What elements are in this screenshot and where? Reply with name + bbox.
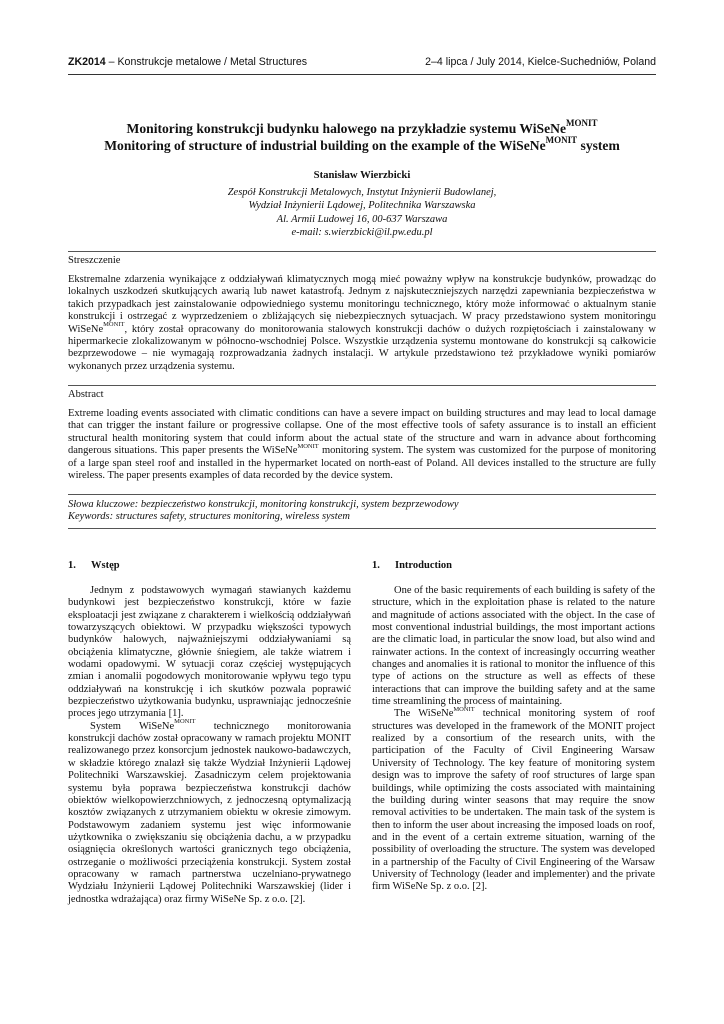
affiliation-line: Wydział Inżynierii Lądowej, Politechnika Warszawska (248, 200, 476, 212)
section-rule (68, 494, 656, 495)
column-english (372, 585, 655, 894)
streszczenie-superscript: MONIT (103, 321, 125, 329)
paragraph-part: System WiSeNe (90, 720, 175, 732)
paragraph: Jednym z podstawowych wymagań stawianych każdemu budynkowi jest bezpieczeństwo konstrukcji, które w fazie eksploatacji jest związane z charakterem i wielkością oddziaływań towarzyszących obiektowi. W przypadku większości typowych budynków halowych, najważniejszymi oddziaływaniami są obciążenia klimatyczne, głównie śniegiem, ale także wiatrem i wodami opadowymi. W sytuacji coraz częściej występujących zmian i anomalii pogodowych monitorowanie wpływu tego typu oddziaływań na konstrukcję i ich skutków pozwala poprawić bezpieczeństwo użytkowania budynku, usprawniając jednocześnie proces jego utrzymania [1]. (68, 585, 351, 720)
abstract-text-part: monitoring system. The system was customized for the purpose of monitoring of a large span steel roof and installed in the hypermarket located on north-east of Poland. All devices installed to the structure are fully wireless. The paper presents examples of data recorded by the device system. (68, 445, 656, 482)
streszczenie-text-part: , który został opracowany do monitorowania stalowych konstrukcji dachów o dużych rozpiętościach i zainstalowany w hipermarkecie zlokalizowanym w północno-wschodniej Polsce. Wszystkie urządzenia systemu montowane do konstrukcji są całkowicie bezprzewodowe – nie wymagają rozprowadzania żadnych instalacji. W artykule przedstawiono też przykładowe wyniki pomiarów wykonanych przez urządzenia systemu. (68, 323, 656, 372)
section-rule (68, 251, 656, 252)
header-conference-code: ZK2014 (68, 56, 106, 68)
title-english-suffix: system (577, 138, 620, 153)
keywords-english: Keywords: structures safety, structures monitoring, wireless system (68, 511, 350, 523)
header-conference-name: – Konstrukcje metalowe / Metal Structures (105, 56, 308, 68)
author-email: e-mail: s.wierzbicki@il.pw.edu.pl (291, 227, 433, 239)
section-rule (68, 528, 656, 529)
section-title: Wstęp (91, 560, 120, 571)
author-name: Stanisław Wierzbicki (313, 169, 411, 181)
paragraph-part: technicznego monitorowania konstrukcji dachów został opracowany w ramach projektu MONIT realizowanego przez konsorcjum jednostek naukowo-badawczych, w składzie którego znalazł się także Wydział Inżynierii Lądowej Politechniki Warszawskiej. Zasadniczym celem projektowania systemu była poprawa bezpieczeństwa konstrukcji dachów obiektów wielkopowierzchniowych, z jednoczesną optymalizacją kosztów związanych z utrzymaniem obiektu w okresie zimowym. Podstawowym zadaniem systemu jest więc informowanie użytkownika o zwiększaniu się obciążenia dachu, a w przypadku osiągnięcia określonych wartości granicznych tego obciążenia, ostrzeganie o możliwości przeciążenia konstrukcji. System został opracowany w ramach partnerstwa uczelniano-prywatnego Wydziału Inżynierii Lądowej Politechniki Warszawskiej (lider i jednostka wdrażająca) oraz firmy WiSeNe Sp. z o.o. [2]. (68, 720, 351, 905)
abstract-text-part: Extreme loading events associated with climatic conditions can have a severe impact on building structures and may lead to local damage that can trigger the instant failure or progressive collapse. One of the most effective tools of safety assurance is to install an efficient structural health monitoring system that could inform about the actual state of the structure and warn in advance about forthcoming dangerous situations. This paper presents the WiSeNe (68, 408, 656, 457)
title-english-superscript: MONIT (545, 135, 578, 146)
title-english (68, 137, 656, 154)
header-date-location: 2–4 lipca / July 2014, Kielce-Suchedniów, Poland (425, 56, 656, 68)
section-heading-wstep (68, 560, 120, 571)
header-left (68, 56, 307, 68)
streszczenie-text-part: Ekstremalne zdarzenia wynikające z oddziaływań klimatycznych mogą mieć poważny wpływ na konstrukcje budynków, prowadząc do lokalnych uszkodzeń skutkujących awarią lub nawet katastrofą. Jednym z najskuteczniejszych narzędzi zapewniania bezpieczeństwa w takich przypadkach jest zainstalowanie odpowiedniego systemu monitoringu technicznego, który może informować o aktualnym stanie konstrukcji i ostrzegać z wyprzedzeniem o zbliżających się niebezpiecznych sytuacjach. W pracy przedstawiono system monitoringu WiSeNe (68, 274, 656, 335)
section-number: 1. (68, 560, 76, 571)
streszczenie-label: Streszczenie (68, 255, 121, 266)
affiliation (68, 186, 656, 240)
section-number: 1. (372, 560, 380, 571)
paragraph-part: technical monitoring system of roof structures was developed in the framework of the MONIT project realized by a consortium of the research units, with the participation of the Faculty of Civil Engineering Warsaw University of Technology. The key feature of monitoring system design was to improve the safety of roof structures of large span buildings, while optimizing the costs associated with maintaining the building during winter seasons that may require the snow removal activities to be undertaken. The main task of the system is then to inform the user about increasing the imposed loads on roof, and in the event of a certain extreme situation, warning of the possibility of overloading the structure. The system was developed in a partnership of the Faculty of Civil Engineering of the Warsaw University of Technology (leader and implementer) and the private firm WiSeNe Sp. z o.o. [2]. (372, 708, 655, 893)
column-polish (68, 585, 351, 906)
paragraph (372, 705, 655, 893)
header-rule (68, 74, 656, 75)
section-rule (68, 385, 656, 386)
keywords (68, 499, 656, 524)
abstract-superscript: MONIT (297, 442, 319, 450)
paragraph: One of the basic requirements of each building is safety of the structure, which in the exploitation phase is related to the nature and magnitude of actions associated with the object. In the case of most conventional industrial buildings, the most important actions are the climatic load, in particular the snow load, but also wind and rainwater actions. In the context of increasingly occurring weather changes and anomalies it is rational to monitor the influence of this type of actions on the structure as well as effects of these interactions that can improve the building safety and at the same time streamlining the process of maintaining. (372, 585, 655, 708)
title-polish-superscript: MONIT (565, 118, 598, 129)
title-polish-text: Monitoring konstrukcji budynku halowego na przykładzie systemu WiSeNe (126, 121, 566, 136)
affiliation-line: Zespół Konstrukcji Metalowych, Instytut Inżynierii Budowlanej, (227, 187, 497, 198)
paragraph-superscript: MONIT (174, 718, 196, 726)
title-english-text: Monitoring of structure of industrial building on the example of the WiSeNe (104, 138, 546, 153)
streszczenie-text (68, 274, 656, 373)
keywords-polish: Słowa kluczowe: bezpieczeństwo konstrukcji, monitoring konstrukcji, system bezprzewodowy (68, 499, 459, 510)
section-title: Introduction (395, 560, 452, 571)
section-heading-introduction (372, 560, 452, 571)
paragraph-part: The WiSeNe (394, 708, 454, 720)
abstract-label: Abstract (68, 389, 104, 400)
running-header (68, 56, 656, 72)
paragraph-superscript: MONIT (453, 705, 475, 713)
abstract-text (68, 408, 656, 482)
paragraph (68, 718, 351, 906)
affiliation-line: Al. Armii Ludowej 16, 00-637 Warszawa (276, 213, 448, 225)
